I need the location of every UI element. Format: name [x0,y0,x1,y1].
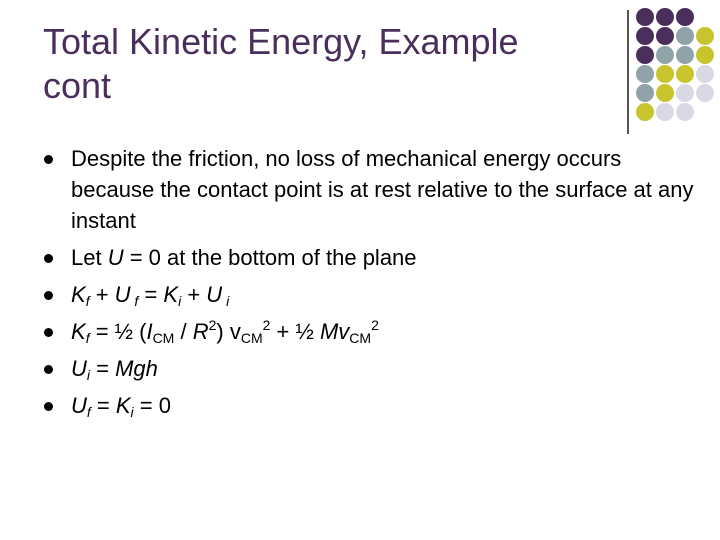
title-line-2: cont [43,65,112,106]
slide-title [43,20,613,108]
decor-dot [696,65,714,83]
bullet-equation: $K_f + U$ $_f = K_i + U$ $_i$ [71,282,230,309]
decor-dot [656,84,674,102]
bullet-dot [44,155,53,164]
bullet-dot [44,291,53,300]
bullet-item [44,242,694,273]
decor-dot [656,65,674,83]
decor-dot [656,46,674,64]
bullet-equation: $U_i$ = Mgh [71,356,158,383]
decor-dot [636,103,654,121]
decor-dot [696,27,714,45]
decor-dot [676,46,694,64]
decor-dot [656,8,674,26]
bullet-text: Let U = 0 at the bottom of the plane [71,245,417,270]
decor-dot [656,103,674,121]
bullet-item [44,353,694,384]
bullet-item [44,279,694,310]
bullet-item [44,390,694,421]
bullet-equation: $U_f = K_i = 0$ [71,393,171,420]
decorative-dot-grid [634,8,720,128]
bullet-dot [44,328,53,337]
decor-dot [676,84,694,102]
decor-dot [636,8,654,26]
decor-dot [636,27,654,45]
decor-dot [636,46,654,64]
decor-dot [676,65,694,83]
bullet-text: Despite the friction, no loss of mechanical energy occurs because the contact point is at rest relative to the surface at any instant [71,146,694,233]
bullet-dot [44,402,53,411]
bullet-dot [44,254,53,263]
decor-dot [636,65,654,83]
bullet-item [44,316,694,347]
decor-dot [696,84,714,102]
bullet-item [44,143,694,236]
bullet-equation: $K_f$ = ½ $(I_{CM} / R^2) v_{CM}^2$ + ½ $Mv_{CM}^2$ [71,317,379,346]
decor-dot [636,84,654,102]
decor-dot [656,27,674,45]
decor-dot [696,46,714,64]
title-line-1: Total Kinetic Energy, Example [43,21,519,62]
decor-dot [676,103,694,121]
title-divider [627,10,629,134]
decor-dot [676,8,694,26]
bullet-dot [44,365,53,374]
bullet-list [44,143,694,427]
decor-dot [676,27,694,45]
